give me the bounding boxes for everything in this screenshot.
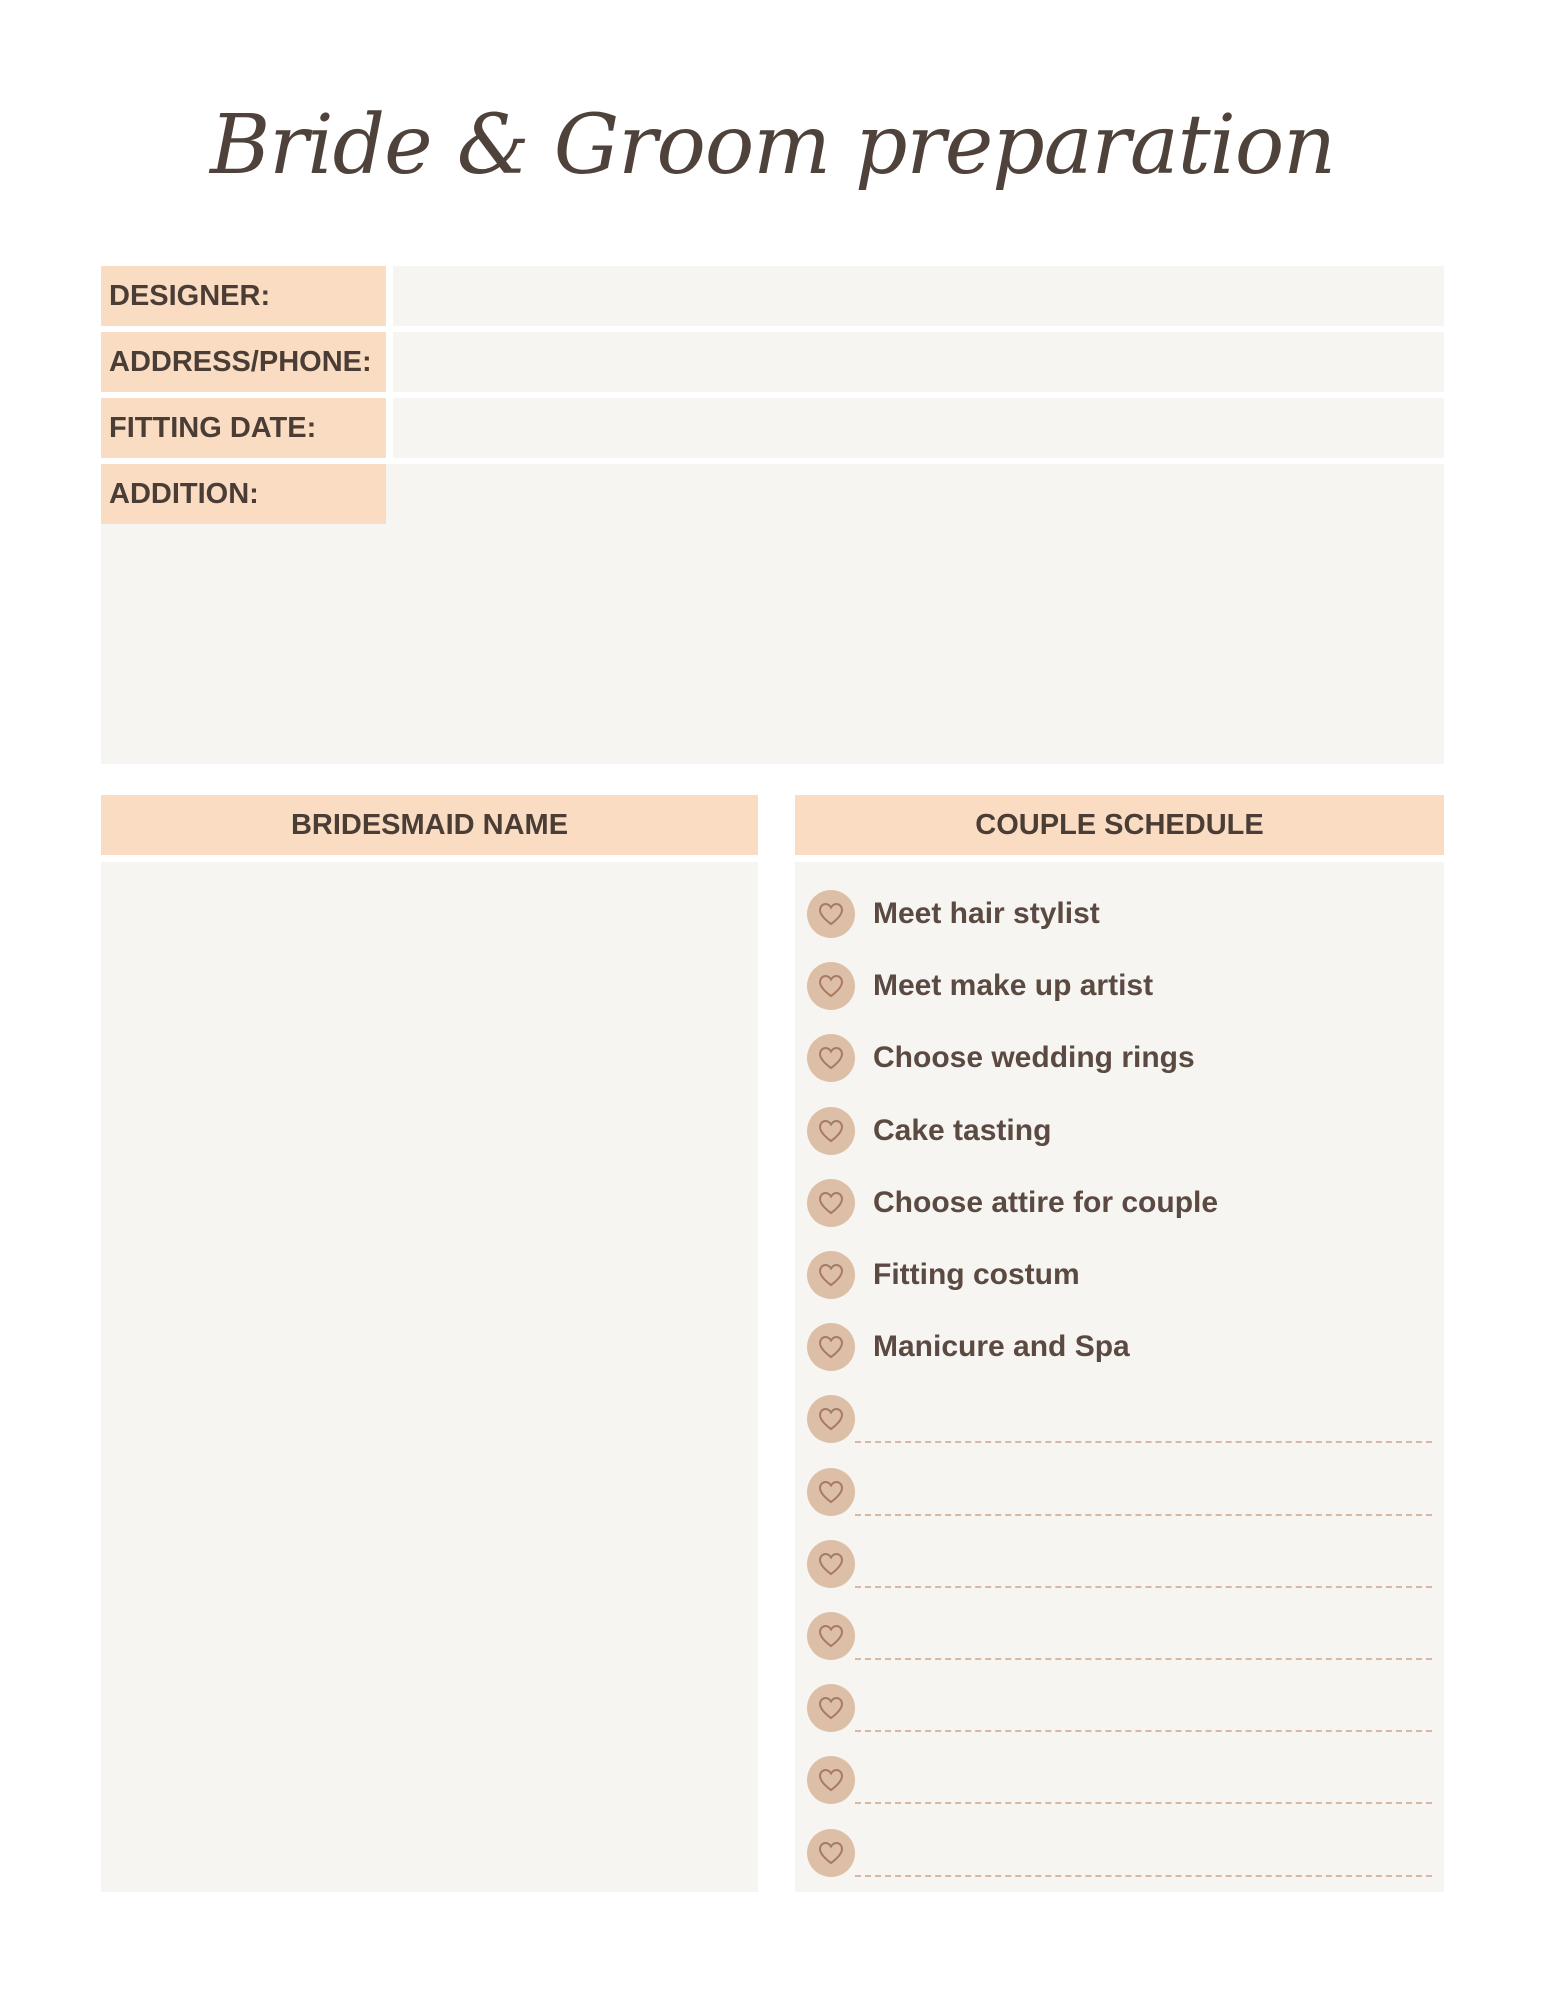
fitting-date-field[interactable] <box>393 398 1444 458</box>
heart-icon[interactable] <box>807 1684 855 1732</box>
address-phone-label: ADDRESS/PHONE: <box>101 332 386 392</box>
couple-schedule-panel <box>795 862 1444 1892</box>
heart-icon[interactable] <box>807 1395 855 1443</box>
schedule-item[interactable] <box>807 1323 1432 1373</box>
heart-icon[interactable] <box>807 890 855 938</box>
schedule-item-label: Cake tasting <box>873 1113 1052 1147</box>
addition-label: ADDITION: <box>101 464 386 524</box>
schedule-item[interactable] <box>807 890 1432 940</box>
schedule-item-label: Fitting costum <box>873 1258 1080 1291</box>
designer-label: DESIGNER: <box>101 266 386 326</box>
designer-field[interactable] <box>393 266 1444 326</box>
schedule-item[interactable] <box>807 1179 1432 1229</box>
heart-icon[interactable] <box>807 962 855 1010</box>
heart-icon[interactable] <box>807 1540 855 1588</box>
address-phone-field[interactable] <box>393 332 1444 392</box>
schedule-item-label: Manicure and Spa <box>873 1330 1130 1364</box>
heart-icon[interactable] <box>807 1179 855 1227</box>
bridesmaid-list[interactable] <box>101 862 758 1892</box>
blank-entry-line[interactable] <box>855 1514 1432 1516</box>
blank-entry-line[interactable] <box>855 1730 1432 1732</box>
heart-icon[interactable] <box>807 1612 855 1660</box>
blank-entry-line[interactable] <box>855 1441 1432 1443</box>
heart-icon[interactable] <box>807 1034 855 1082</box>
schedule-item[interactable] <box>807 1684 1432 1734</box>
bridesmaid-header: BRIDESMAID NAME <box>101 795 758 855</box>
schedule-item[interactable] <box>807 1251 1432 1301</box>
blank-entry-line[interactable] <box>855 1802 1432 1804</box>
heart-icon[interactable] <box>807 1756 855 1804</box>
heart-icon[interactable] <box>807 1323 855 1371</box>
blank-entry-line[interactable] <box>855 1658 1432 1660</box>
schedule-item[interactable] <box>807 1395 1432 1445</box>
schedule-item[interactable] <box>807 1468 1432 1518</box>
heart-icon[interactable] <box>807 1107 855 1155</box>
schedule-item[interactable] <box>807 1107 1432 1157</box>
schedule-item-label: Choose attire for couple <box>873 1185 1219 1219</box>
schedule-item[interactable] <box>807 1829 1432 1879</box>
schedule-item-label: Choose wedding rings <box>873 1041 1195 1075</box>
schedule-item-label: Meet hair stylist <box>873 897 1100 930</box>
schedule-item[interactable] <box>807 1756 1432 1806</box>
couple-schedule-header: COUPLE SCHEDULE <box>795 795 1444 855</box>
schedule-item[interactable] <box>807 1034 1432 1084</box>
heart-icon[interactable] <box>807 1829 855 1877</box>
schedule-item[interactable] <box>807 1612 1432 1662</box>
blank-entry-line[interactable] <box>855 1875 1432 1877</box>
schedule-item[interactable] <box>807 1540 1432 1590</box>
blank-entry-line[interactable] <box>855 1586 1432 1588</box>
heart-icon[interactable] <box>807 1251 855 1299</box>
heart-icon[interactable] <box>807 1468 855 1516</box>
fitting-date-label: FITTING DATE: <box>101 398 386 458</box>
schedule-item-label: Meet make up artist <box>873 969 1154 1003</box>
page-title: Bride & Groom preparation <box>209 98 1336 193</box>
schedule-item[interactable] <box>807 962 1432 1012</box>
